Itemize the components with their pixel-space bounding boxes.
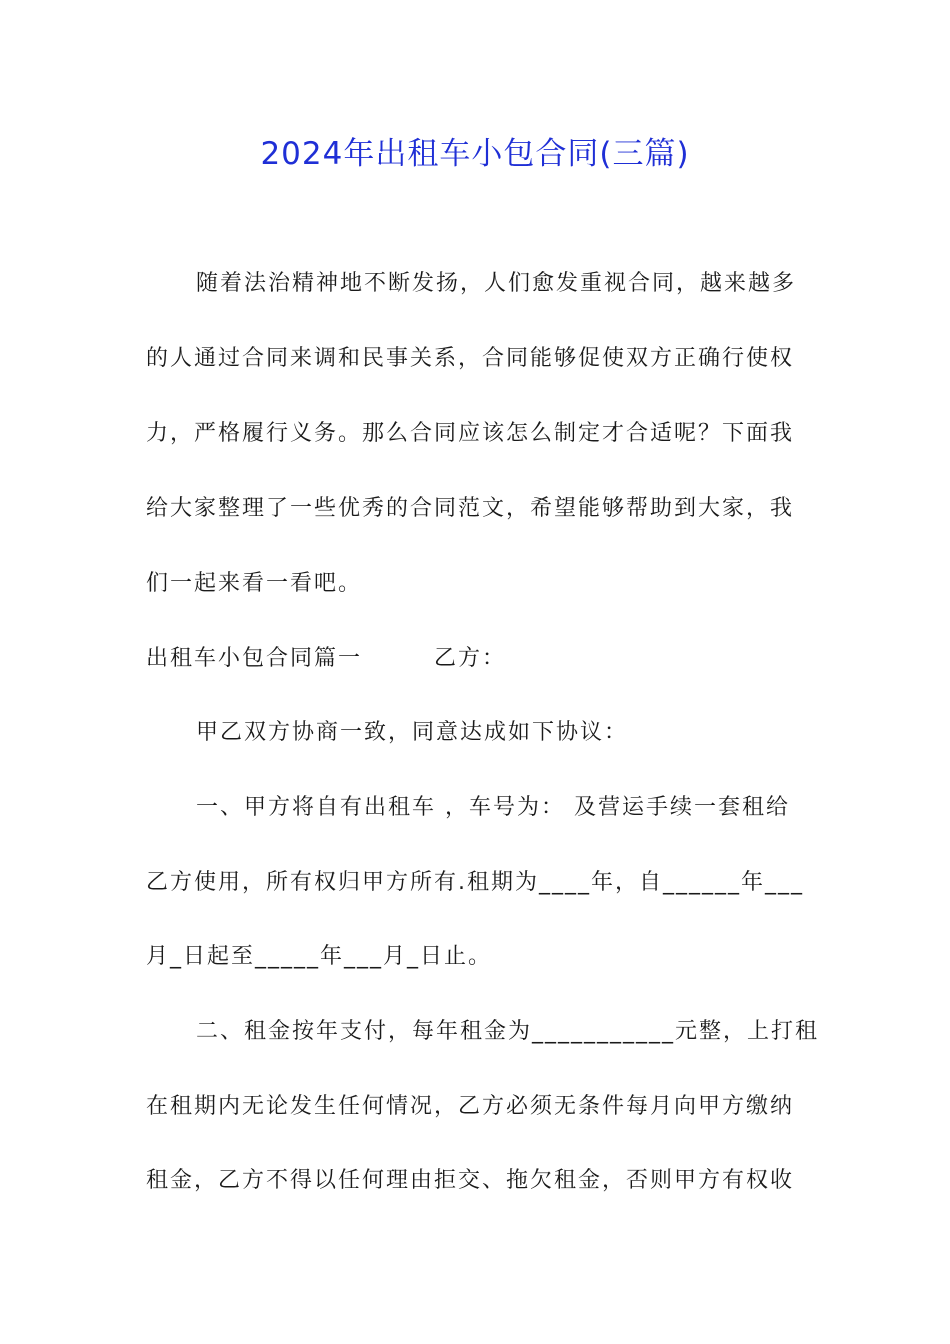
paragraph-line: 力，严格履行义务。那么合同应该怎么制定才合适呢？下面我 <box>146 421 795 446</box>
document-title: 2024年出租车小包合同(三篇) <box>260 136 690 172</box>
paragraph-line: 月_日起至_____年___月_日止。 <box>146 944 493 969</box>
paragraph-line: 们一起来看一看吧。 <box>146 571 363 596</box>
paragraph-line: 的人通过合同来调和民事关系，合同能够促使双方正确行使权 <box>146 346 795 371</box>
paragraph-line: 在租期内无论发生任何情况，乙方必须无条件每月向甲方缴纳 <box>146 1094 795 1119</box>
section-heading: 出租车小包合同篇一 乙方： <box>146 646 507 671</box>
paragraph-line: 乙方使用，所有权归甲方所有.租期为____年，自______年___ <box>146 870 804 895</box>
paragraph-line: 给大家整理了一些优秀的合同范文，希望能够帮助到大家，我 <box>146 496 795 521</box>
paragraph-line: 二、租金按年支付，每年租金为___________元整，上打租 <box>196 1019 820 1044</box>
paragraph-line: 甲乙双方协商一致，同意达成如下协议： <box>196 720 629 745</box>
paragraph-line: 一、甲方将自有出租车 ，车号为： 及营运手续一套租给 <box>196 795 790 820</box>
paragraph-line: 租金，乙方不得以任何理由拒交、拖欠租金，否则甲方有权收 <box>146 1168 795 1193</box>
paragraph-line: 随着法治精神地不断发扬，人们愈发重视合同，越来越多 <box>196 271 797 296</box>
